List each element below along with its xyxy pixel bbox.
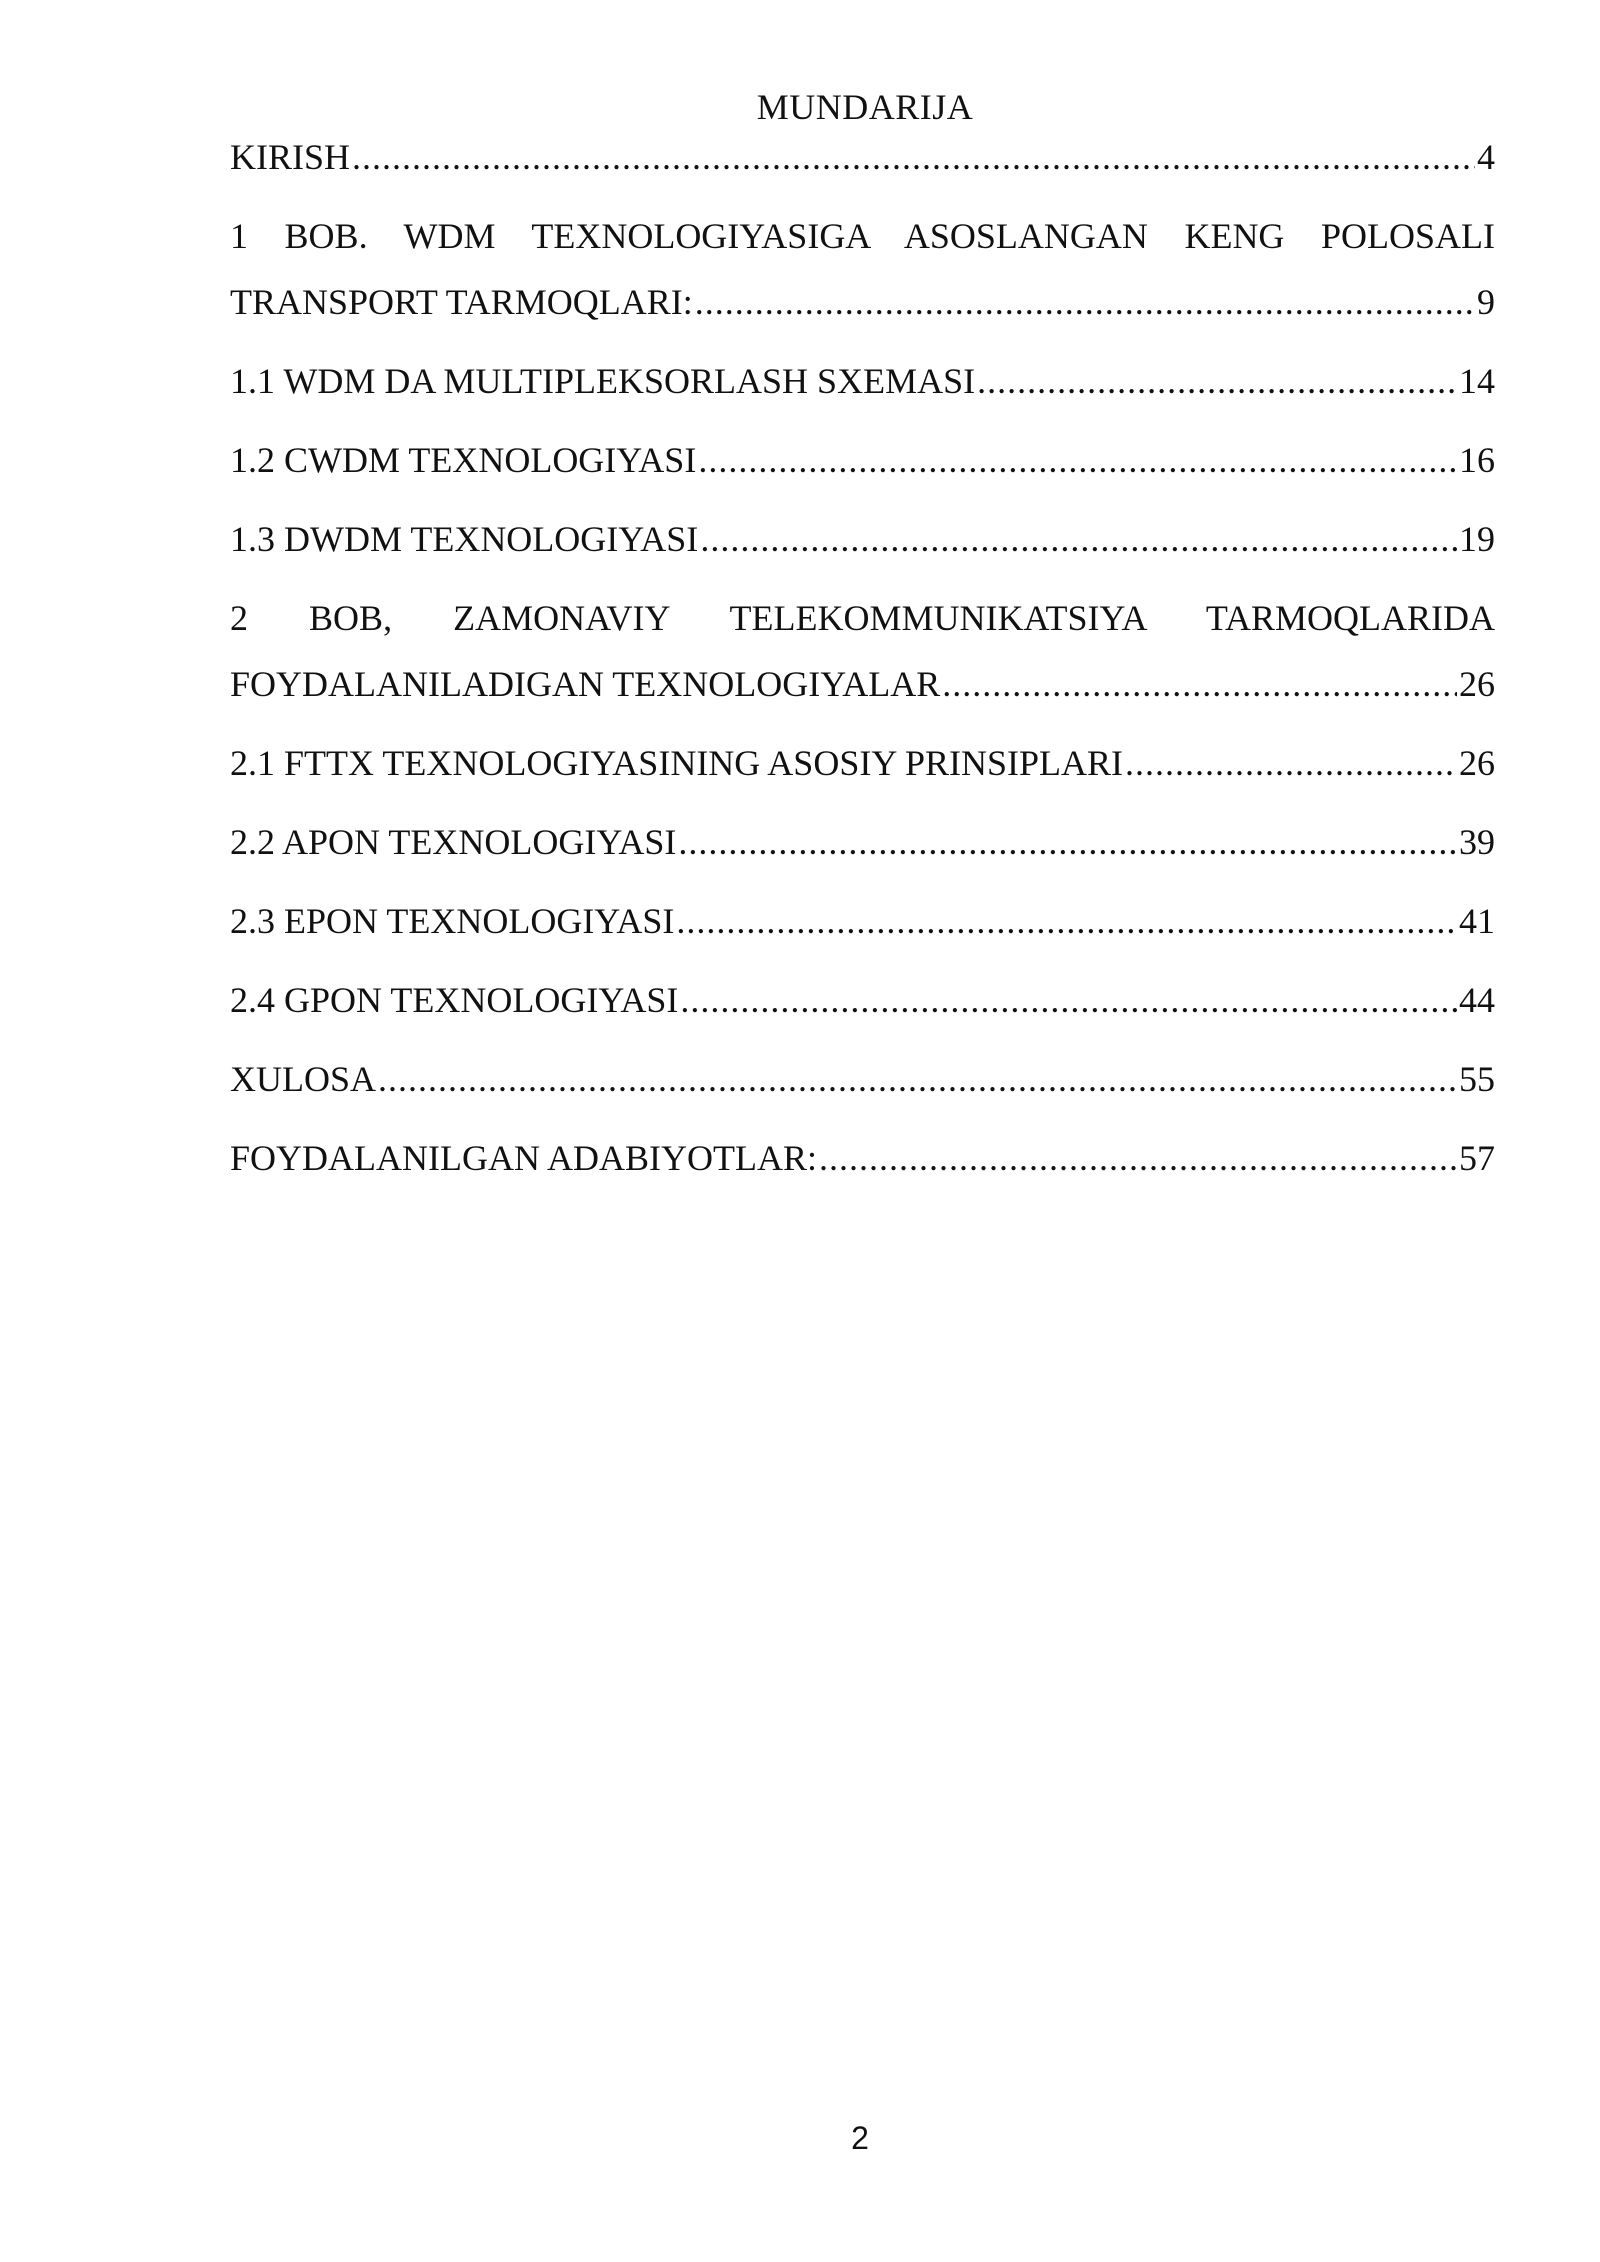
table-of-contents [230,132,1495,1183]
toc-entry-page: 41 [1459,901,1495,941]
toc-entry-page: 57 [1459,1138,1495,1178]
toc-entry-page: 4 [1477,137,1495,177]
toc-entry-1-2[interactable] [230,435,1495,485]
toc-entry-label: 1.3 DWDM TEXNOLOGIYASI [230,519,699,559]
dot-leader [352,132,1475,182]
toc-entry-page: 14 [1459,361,1495,401]
toc-entry-label: 1.1 WDM DA MULTIPLEKSORLASH SXEMASI [230,361,976,401]
toc-entry-2-2[interactable] [230,817,1495,867]
dot-leader [680,975,1457,1025]
toc-entry-label: FOYDALANILADIGAN TEXNOLOGIYALAR [230,664,941,704]
toc-entry-label: XULOSA [230,1059,377,1099]
toc-entry-2-3[interactable] [230,896,1495,946]
dot-leader [378,1054,1457,1104]
toc-entry-label: 2.4 GPON TEXNOLOGIYASI [230,980,679,1020]
toc-entry-page: 26 [1459,664,1495,704]
toc-entry-adabiyotlar[interactable] [230,1133,1495,1183]
dot-leader [977,356,1457,406]
toc-entry-label: FOYDALANILGAN ADABIYOTLAR: [230,1138,817,1178]
toc-entry-chapter-2[interactable] [230,593,1495,709]
toc-entry-page: 39 [1459,822,1495,862]
toc-entry-label-line1: 1 BOB. WDM TEXNOLOGIYASIGA ASOSLANGAN KENG POLOSALI [230,216,1495,256]
dot-leader [676,896,1457,946]
toc-entry-page: 19 [1459,519,1495,559]
toc-entry-label: KIRISH [230,137,351,177]
dot-leader [1125,738,1457,788]
toc-entry-chapter-1[interactable] [230,211,1495,327]
dot-leader [698,435,1457,485]
toc-entry-kirish[interactable] [230,132,1495,182]
toc-entry-label-line1: 2 BOB, ZAMONAVIY TELEKOMMUNIKATSIYA TARMOQLARIDA [230,598,1495,638]
toc-entry-page: 9 [1477,282,1495,322]
toc-entry-label: 2.1 FTTX TEXNOLOGIYASINING ASOSIY PRINSIPLARI [230,743,1124,783]
dot-leader [678,817,1457,867]
toc-title: MUNDARIJA [756,87,974,127]
toc-entry-1-1[interactable] [230,356,1495,406]
toc-entry-page: 26 [1459,743,1495,783]
dot-leader [700,514,1457,564]
toc-entry-page: 55 [1459,1059,1495,1099]
toc-entry-label: 2.3 EPON TEXNOLOGIYASI [230,901,675,941]
dot-leader [819,1133,1457,1183]
toc-entry-1-3[interactable] [230,514,1495,564]
toc-entry-label: 2.2 APON TEXNOLOGIYASI [230,822,677,862]
toc-entry-page: 16 [1459,440,1495,480]
toc-entry-page: 44 [1459,980,1495,1020]
dot-leader [942,659,1457,709]
page-number: 2 [851,2120,869,2156]
toc-entry-2-1[interactable] [230,738,1495,788]
toc-entry-label: 1.2 CWDM TEXNOLOGIYASI [230,440,697,480]
toc-entry-xulosa[interactable] [230,1054,1495,1104]
toc-entry-2-4[interactable] [230,975,1495,1025]
dot-leader [695,277,1475,327]
toc-entry-label: TRANSPORT TARMOQLARI: [230,282,693,322]
